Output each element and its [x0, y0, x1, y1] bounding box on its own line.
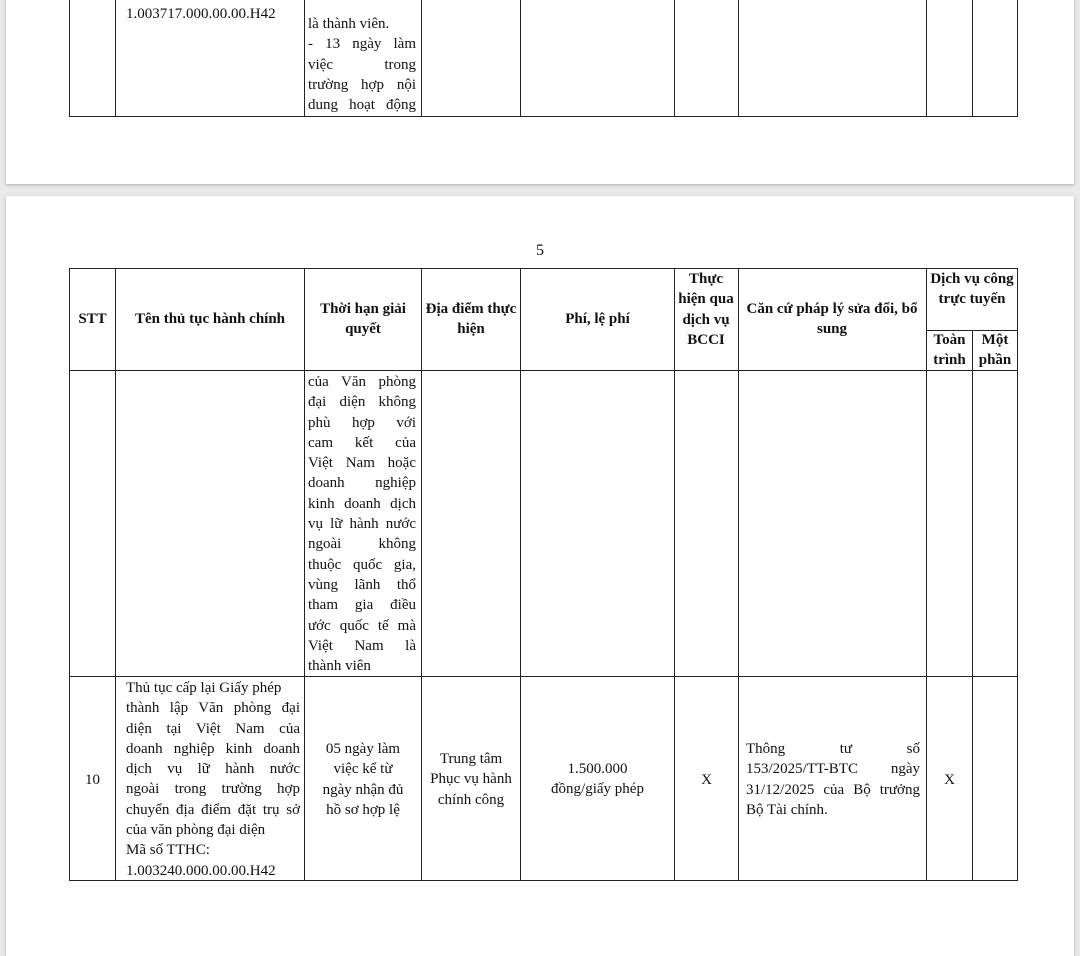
- row-10-processing-time: 05 ngày làm việc kể từ ngày nhận đủ hồ sơ hợp lệ: [322, 741, 404, 818]
- previous-page: [6, 0, 1074, 184]
- page-number: 5: [536, 242, 544, 259]
- row-10-legal-basis: Thông tư số 153/2025/TT-BTC ngày 31/12/2025 của Bộ trưởng Bộ Tài chính.: [746, 741, 920, 818]
- header-online-partial: Một phần: [978, 332, 1012, 369]
- header-stt: STT: [78, 311, 107, 327]
- header-location: Địa điểm thực hiện: [425, 301, 517, 338]
- header-legal-basis: Căn cứ pháp lý sửa đổi, bổ sung: [746, 301, 918, 338]
- row-10-fees: 1.500.000 đồng/giấy phép: [551, 761, 644, 798]
- header-bcci: Thực hiện qua dịch vụ BCCI: [678, 271, 734, 348]
- row-10-procedure-name: Thủ tục cấp lại Giấy phép thành lập Văn phòng đại diện tại Việt Nam của doanh nghiệp kinh doanh dịch vụ lữ hành nước ngoài trong trường hợp chuyển địa điểm đặt trụ sở của văn phòng đại diện Mã số TTHC: 1.003240.000.00.00.H42: [126, 680, 300, 879]
- header-fees: Phí, lệ phí: [565, 311, 630, 327]
- row-10-stt: 10: [85, 772, 100, 788]
- row-10-location: Trung tâm Phục vụ hành chính công: [430, 751, 512, 808]
- procedure-code: 1.003717.000.00.00.H42: [126, 6, 276, 22]
- header-procedure-name: Tên thủ tục hành chính: [134, 311, 286, 327]
- header-processing-time: Thời hạn giải quyết: [320, 301, 406, 338]
- row-10-bcci: X: [701, 772, 712, 788]
- header-online-full: Toàn trình: [933, 332, 966, 369]
- header-online-service: Dịch vụ công trực tuyến: [930, 271, 1014, 308]
- row-10-online-full: X: [944, 772, 955, 788]
- current-page: [6, 196, 1074, 956]
- processing-time-text: là thành viên. - 13 ngày làm việc trong trường hợp nội dung hoạt động: [308, 16, 416, 114]
- continued-processing-time: của Văn phòng đại diện không phù hợp với cam kết của Việt Nam hoặc doanh nghiệp kinh doanh dịch vụ lữ hành nước ngoài không thuộc quốc gia, vùng lãnh thổ tham gia điều ước quốc tế mà Việt Nam là thành viên: [308, 374, 416, 675]
